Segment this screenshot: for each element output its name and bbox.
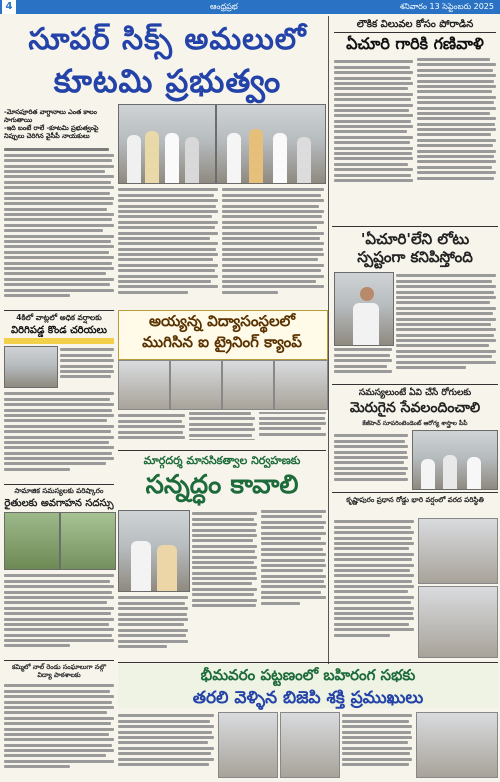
right-story-1-body	[334, 58, 496, 224]
divider	[332, 492, 498, 493]
lead-headline-line2: కూటమి ప్రభుత్వం	[53, 62, 282, 100]
right-story-3-headline: మెరుగైన సేవలందించాలి	[349, 400, 481, 416]
divider	[118, 662, 498, 663]
bottom-photo-3	[416, 712, 498, 778]
bottom-story-body-2	[342, 712, 412, 778]
left-story-3-subheadline: రైతులకు అవగాహన సదస్సు	[4, 498, 114, 509]
right-story-4-photo-2	[418, 586, 498, 658]
right-story-3-photo	[412, 430, 498, 490]
right-story-3-body	[334, 432, 408, 490]
column-divider	[328, 16, 329, 676]
lead-photo-1	[118, 104, 216, 184]
lead-subhead-3: నిప్పులు చెరిగిన వైసీపీ నాయకులు	[4, 132, 90, 140]
left-story-2-headline: 4కిలో వాట్లలో అధిక వర్షాలకు	[16, 313, 102, 322]
left-story-2-photo-1	[4, 346, 58, 388]
lead-body-col-2	[118, 186, 218, 308]
divider	[4, 484, 114, 485]
center-story-2-body	[192, 510, 326, 660]
center-photo-4	[274, 360, 328, 410]
center-story-body	[118, 412, 326, 448]
right-story-1-kicker: లౌకిక విలువల కోసం పోరాడిన	[334, 18, 496, 33]
left-story-2-subheadline: విరిగిపడ్డ కొండ చరియలు	[10, 325, 108, 336]
divider	[4, 660, 114, 661]
bottom-story-body-1	[118, 712, 214, 778]
issue-date: శనివారం 13 సెప్టెంబరు 2025	[399, 2, 494, 11]
right-story-3-kicker: సమస్యలుంటే ఏవి చేసే రోగులకు	[358, 388, 472, 398]
center-photo-3	[222, 360, 274, 410]
right-story-2-photo	[334, 272, 394, 346]
right-story-4-body	[334, 518, 414, 658]
lead-subheads	[4, 108, 114, 140]
center-story-2-headline: సన్నద్ధం కావాలి	[145, 470, 299, 500]
left-story-3-body	[4, 572, 114, 658]
divider	[118, 450, 326, 451]
right-story-2-headline-1: 'ఏచూరి'లేని లోటు	[360, 230, 470, 248]
lead-body-col-1	[4, 146, 114, 306]
lead-photo-2	[216, 104, 326, 184]
lead-subhead-2: -ఇది బంటే రాలే -కూటమి ప్రభుత్వంపై	[4, 124, 99, 132]
page-header	[0, 0, 500, 14]
right-story-2-headline-2: స్పష్టంగా కనిపిస్తోంది	[357, 248, 473, 266]
lead-subhead-1: -మోసపూరిత వాగ్దానాలు ఎంత కాలం సాగుతాయి	[4, 108, 97, 124]
left-story-2-body-2	[4, 390, 114, 482]
lead-headline-line1: సూపర్ సిక్స్ అమలులో	[28, 22, 307, 57]
bottom-photo-2	[280, 712, 340, 778]
page-number: 4	[2, 0, 16, 14]
center-story-2-photo	[118, 510, 190, 592]
bottom-banner-headline: తరలి వెళ్ళిన బిజెపి శక్తి ప్రముఖులు	[192, 688, 424, 708]
bottom-banner-kicker: భీమవరం పట్టణంలో బహిరంగ సభకు	[200, 666, 416, 684]
left-story-2-tagline-bar	[4, 338, 114, 344]
left-story-4-headline: కమ్మిలో నాల్ రెండు సంఘాలుగా నల్గొ విద్యా పాఠశాలకు	[11, 663, 107, 679]
lead-body-col-3	[222, 186, 324, 308]
right-story-4-photo-1	[418, 518, 498, 584]
divider	[4, 310, 114, 311]
divider	[332, 384, 498, 385]
masthead: ఆంధ్రప్రభ	[210, 2, 238, 11]
center-photo-1	[118, 360, 170, 410]
center-story-headline-1: అయ్యన్న విద్యాసంస్థలలో	[148, 312, 296, 330]
right-story-4-headline: కృష్ణాపురం ప్రధాన రోడ్డు భారి వర్షంలో వరద పరిస్థితి	[346, 496, 484, 504]
left-story-3-headline: సామాజిక సమస్యలకు పరిష్కారం	[14, 487, 104, 495]
right-story-1-headline: ఏచూరి గారికి గణివాళి	[346, 34, 484, 53]
center-photo-2	[170, 360, 222, 410]
center-story-2-kicker: మార్గదర్శ మానసికత్వాల నిర్వహణకు	[143, 454, 301, 467]
right-story-3-subhead: కేజీహెచ్ సూపరింటెండెంట్ ఆరోగ్య శాస్త్రాల పీపీ	[362, 420, 468, 427]
left-story-2-body-1	[60, 346, 114, 386]
bottom-photo-1	[218, 712, 278, 778]
left-story-3-photo-1	[4, 512, 60, 570]
right-story-2-body	[396, 272, 496, 382]
right-story-2-body-2	[334, 346, 392, 382]
center-story-2-body-2	[118, 594, 188, 660]
left-story-4-body	[4, 682, 114, 778]
divider	[332, 226, 498, 227]
left-story-3-photo-2	[60, 512, 116, 570]
center-story-headline-2: ముగిసిన ఐ ట్రైనింగ్ క్యాంప్	[142, 333, 302, 351]
